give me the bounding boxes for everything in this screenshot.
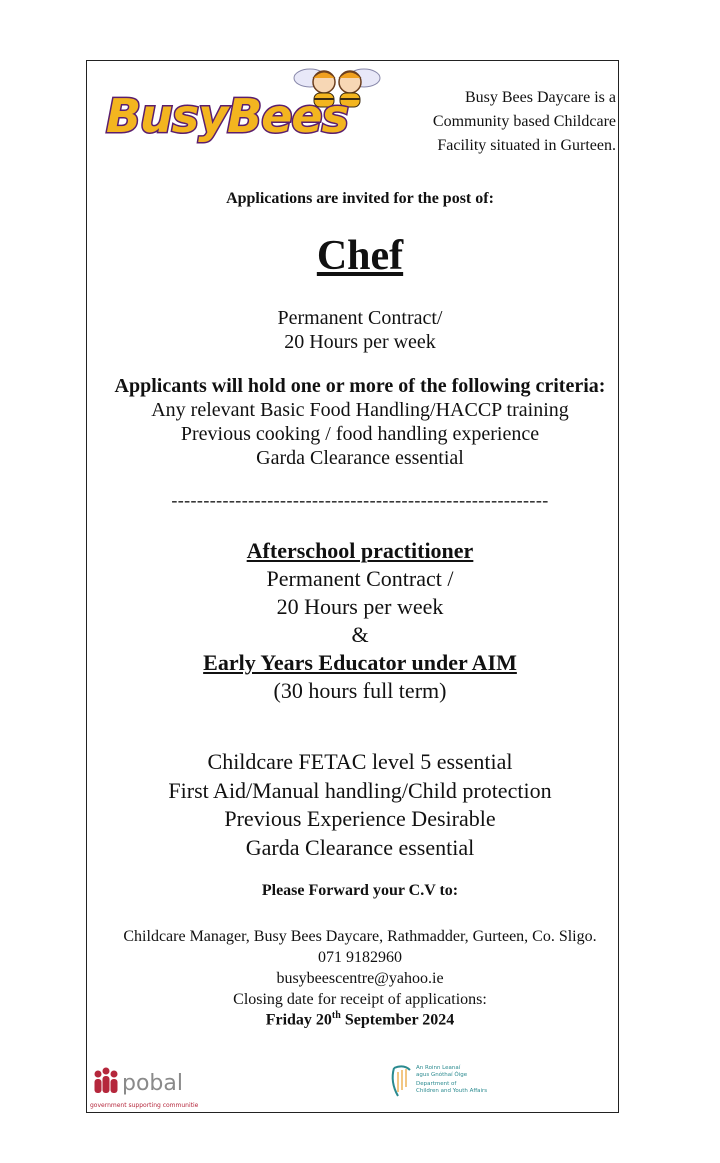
department-logo	[388, 1060, 498, 1100]
criteria-item: Previous cooking / food handling experience	[180, 423, 540, 445]
pobal-people-icon	[95, 1068, 118, 1094]
contact-address: Childcare Manager, Busy Bees Daycare, Rathmadder, Gurteen, Co. Sligo.	[123, 928, 597, 945]
requirement-item: First Aid/Manual handling/Child protection	[168, 777, 552, 803]
closing-day: Friday 20	[265, 1011, 332, 1029]
dept-line: Children and Youth Affairs	[416, 1088, 488, 1094]
requirement-item: Childcare FETAC level 5 essential	[207, 749, 513, 774]
invite-heading: Applications are invited for the post of:	[226, 190, 494, 207]
closing-date	[0, 1010, 720, 1029]
chef-contract: Permanent Contract/	[277, 307, 443, 329]
requirement-item: Garda Clearance essential	[245, 834, 475, 860]
dept-line: Department of	[416, 1081, 457, 1087]
pobal-tagline: government supporting communities	[90, 1102, 198, 1109]
dept-line: An Roinn Leanaí	[416, 1065, 461, 1071]
dept-line: agus Gnóthaí Óige	[416, 1072, 468, 1078]
ampersand: &	[351, 622, 369, 647]
criteria-item: Any relevant Basic Food Handling/HACCP training	[151, 399, 569, 421]
pobal-logo	[88, 1064, 198, 1110]
post-title-early-years: Early Years Educator under AIM	[203, 650, 517, 675]
intro-line: Facility situated in Gurteen.	[437, 137, 616, 154]
busy-bees-logo	[98, 66, 388, 152]
requirement-item: Previous Experience Desirable	[224, 806, 496, 831]
afterschool-details	[0, 565, 720, 649]
intro-text	[386, 86, 616, 158]
chef-hours: 20 Hours per week	[284, 331, 436, 353]
afterschool-contract: Permanent Contract /	[266, 566, 454, 591]
post-title-afterschool: Afterschool practitioner	[246, 538, 474, 563]
criteria-list	[0, 398, 720, 470]
pobal-name: pobal	[122, 1071, 183, 1096]
closing-month-year: September 2024	[340, 1011, 455, 1029]
requirements-list	[0, 748, 720, 862]
intro-line: Community based Childcare	[432, 113, 616, 130]
criteria-item: Garda Clearance essential	[256, 447, 464, 469]
forward-heading: Please Forward your C.V to:	[261, 882, 459, 899]
contact-email[interactable]: busybeescentre@yahoo.ie	[276, 970, 444, 987]
section-divider: -----------------------------------------------------------	[171, 490, 549, 510]
closing-label: Closing date for receipt of applications:	[233, 991, 487, 1008]
contact-details	[0, 926, 720, 1010]
logo-text: BusyBees	[106, 89, 349, 143]
closing-day-suffix: th	[331, 1010, 341, 1021]
afterschool-hours: 20 Hours per week	[276, 594, 444, 619]
intro-line: Busy Bees Daycare is a	[464, 89, 616, 106]
post-title-chef: Chef	[316, 233, 404, 279]
contact-phone: 071 9182960	[318, 949, 402, 966]
criteria-heading: Applicants will hold one or more of the following criteria:	[114, 375, 606, 397]
harp-icon	[393, 1066, 410, 1096]
chef-details	[0, 306, 720, 354]
early-years-hours: (30 hours full term)	[273, 678, 447, 703]
